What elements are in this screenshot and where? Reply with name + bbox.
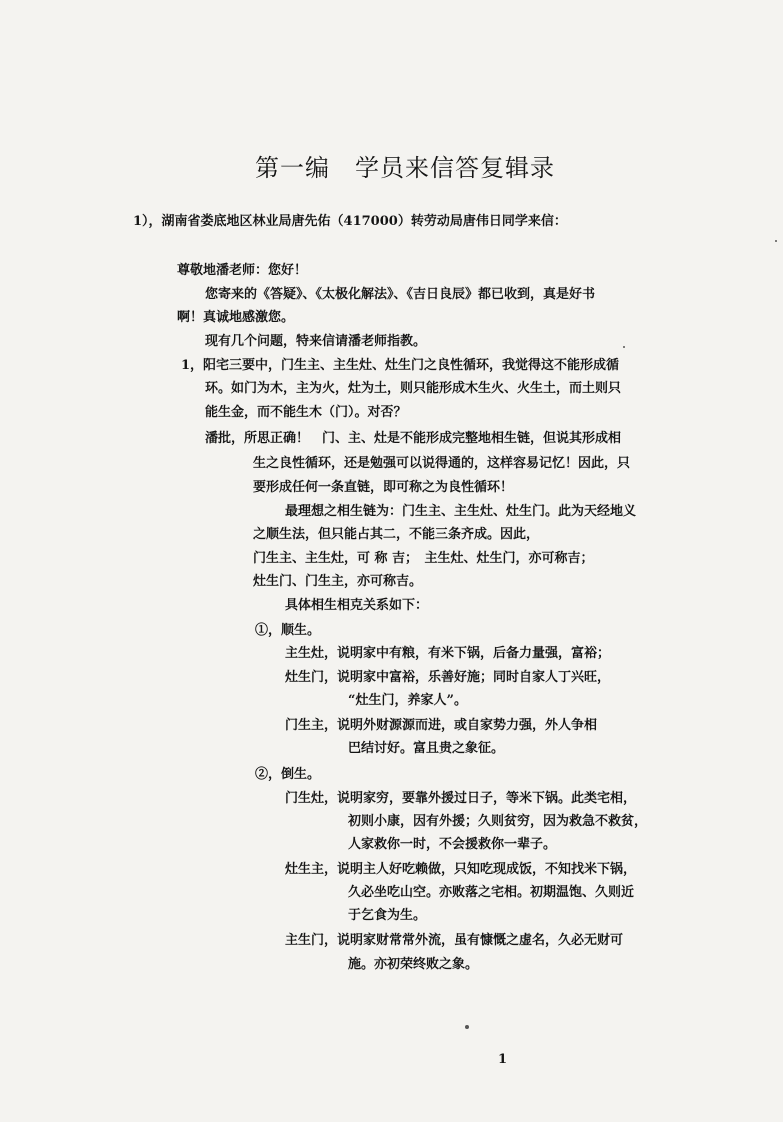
greeting: 尊敬地潘老师：您好！: [177, 263, 308, 278]
forward-line: 门生主，说明外财源源而进，或自家势力强，外人争相: [285, 718, 598, 733]
ideal-line: 门生主、主生灶，可 称 吉； 主生灶、灶生门，亦可称吉；: [253, 551, 594, 566]
scan-speck: [465, 1025, 469, 1029]
detail-intro: 具体相生相克关系如下：: [285, 598, 429, 613]
page-title: 第一编 学员来信答复辑录: [255, 154, 555, 182]
page-number: 1: [498, 1052, 508, 1067]
paragraph-line: 您寄来的《答疑》、《太极化解法》、《吉日良辰》都已收到，真是好书: [205, 287, 596, 302]
scan-speck: [623, 346, 625, 348]
reverse-line: 于乞食为生。: [348, 908, 427, 923]
section-heading-forward: ①，顺生。: [255, 623, 321, 638]
question-line: 1，阳宅三要中，门生主、主生灶、灶生门之良性循环，我觉得这不能形成循: [181, 358, 620, 373]
paragraph-line: 现有几个问题，特来信请潘老师指教。: [205, 334, 427, 349]
forward-line: “灶生门，养家人”。: [348, 693, 467, 708]
forward-line: 巴结讨好。富且贵之象征。: [348, 741, 505, 756]
letter-header: 1），湖南省娄底地区林业局唐先佑（417000）转劳动局唐伟日同学来信：: [133, 214, 567, 229]
reply-line: 潘批，所思正确！ 门、主、灶是不能形成完整地相生链，但说其形成相: [205, 431, 622, 446]
reverse-line: 主生门，说明家财常常外流，虽有慷慨之虚名，久必无财可: [285, 933, 624, 948]
reverse-line: 初则小康，因有外援；久则贫穷，因为救急不救贫，: [348, 814, 648, 829]
reverse-line: 施。亦初荣终败之象。: [348, 957, 479, 972]
forward-line: 灶生门，说明家中富裕，乐善好施；同时自家人丁兴旺，: [285, 670, 611, 685]
ideal-line: 之顺生法，但只能占其二，不能三条齐成。因此，: [253, 527, 540, 542]
scan-speck: [775, 240, 777, 242]
reverse-line: 灶生主，说明主人好吃赖做，只知吃现成饭，不知找米下锅，: [285, 862, 637, 877]
ideal-line: 最理想之相生链为：门生主、主生灶、灶生门。此为天经地义: [285, 504, 637, 519]
forward-line: 主生灶，说明家中有粮，有米下锅，后备力量强，富裕；: [285, 646, 611, 661]
reverse-line: 久必坐吃山空。亦败落之宅相。初期温饱、久则近: [348, 885, 635, 900]
question-line: 环。如门为木，主为火，灶为土，则只能形成木生火、火生土，而土则只: [205, 381, 622, 396]
section-heading-reverse: ②，倒生。: [255, 767, 321, 782]
question-line: 能生金，而不能生木（门）。对否？: [205, 405, 407, 420]
ideal-line: 灶生门、门生主，亦可称吉。: [253, 574, 423, 589]
reply-line: 要形成任何一条直链，即可称之为良性循环！: [253, 480, 514, 495]
reverse-line: 人家救你一时，不会援救你一辈子。: [348, 837, 557, 852]
paragraph-line: 啊！真诚地感激您。: [177, 310, 295, 325]
reverse-line: 门生灶，说明家穷，要靠外援过日子，等米下锅。此类宅相，: [285, 791, 637, 806]
reply-line: 生之良性循环，还是勉强可以说得通的，这样容易记忆！因此，只: [253, 456, 631, 471]
